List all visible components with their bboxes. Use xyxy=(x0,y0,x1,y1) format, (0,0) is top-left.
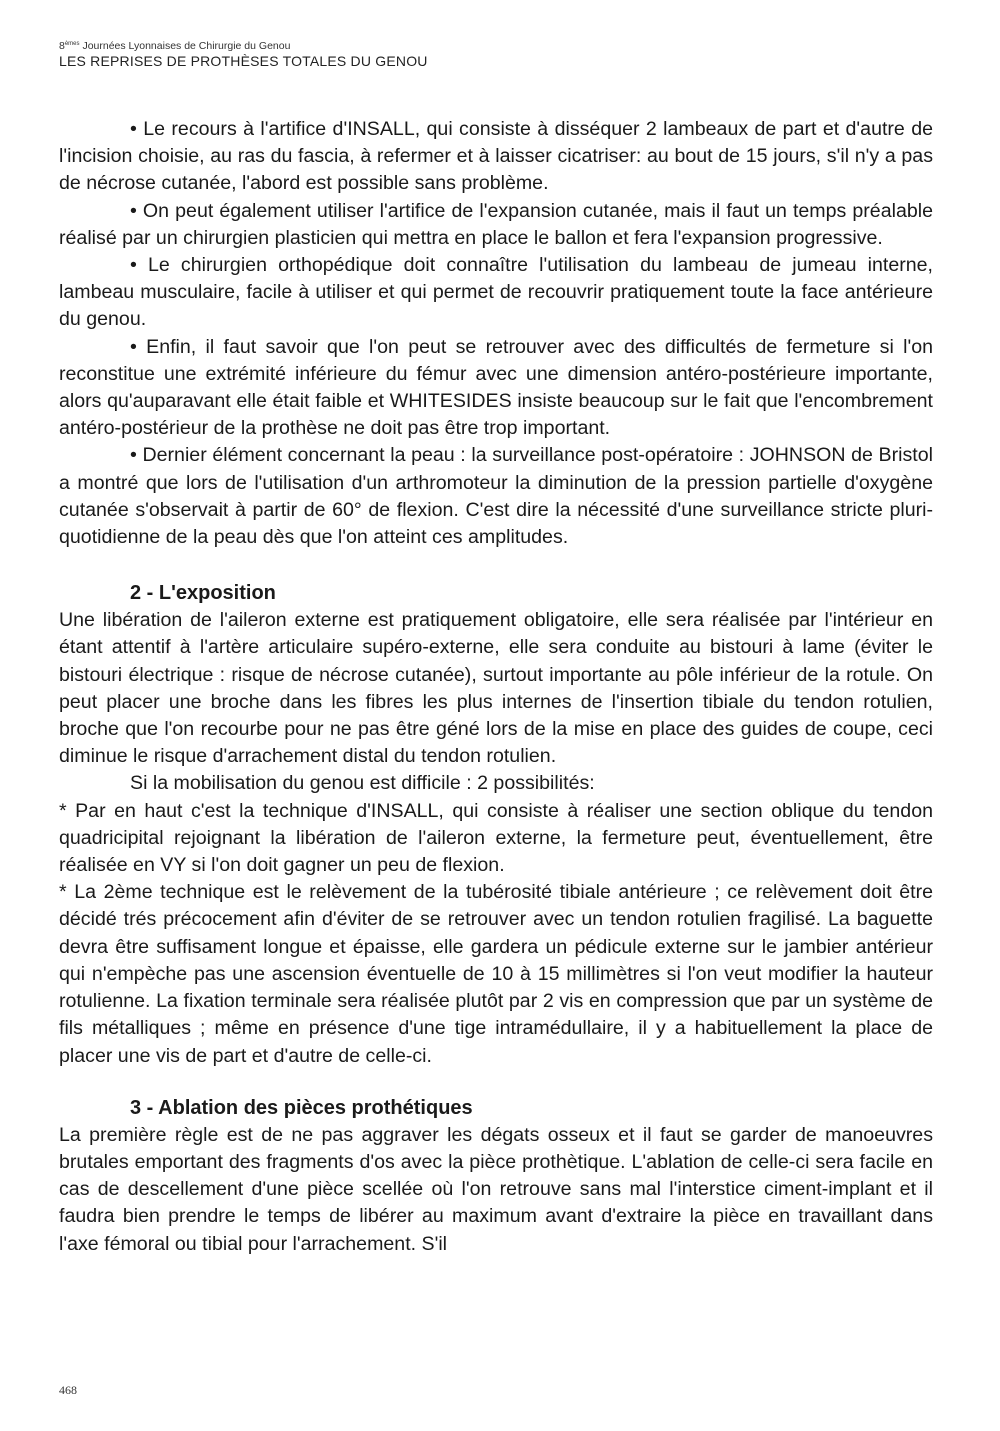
paragraph-releve-tta: * La 2ème technique est le relèvement de la tubérosité tibiale antérieure ; ce relèvement doit être décidé trés précocement afin d'éviter de se retrouver avec un tendon rotulien fragilisé. La baguette devra être suffisament longue et épaisse, elle gardera un pédicule externe sur le jambier antérieur qui n'empèche pas une ascension éventuelle de 10 à 15 millimètres si l'on veut modifier la hauteur rotulienne. La fixation terminale sera réalisée plutôt par 2 vis en compression que par un système de fils métalliques ; même en présence d'une tige intramédullaire, il y a habituellement la place de placer une vis de part et d'autre de celle-ci. xyxy=(59,881,933,1067)
paragraph-technique-insall: * Par en haut c'est la technique d'INSALL, qui consiste à réaliser une section oblique du tendon quadricipital rejoignant la libération de l'aileron externe, la fermeture peut, éventuellement, être réalisée en VY si l'on doit gagner un peu de flexion. xyxy=(59,799,933,877)
paragraph-ablation: La première règle est de ne pas aggraver les dégats osseux et il faut se garder de manoeuvres brutales emportant des fragments d'os avec la pièce prothètique. L'ablation de celle-ci sera facile en cas de descellement d'une pièce scellée où l'on retrouve sans mal l'interstice ciment-implant et il faudra bien prendre le temps de libérer au maximum avant d'extraire la pièce en travaillant dans l'axe fémoral ou tibial pour l'arrachement. S'il xyxy=(59,1123,933,1255)
bullet-paragraph-insall: • Le recours à l'artifice d'INSALL, qui consiste à disséquer 2 lambeaux de part et d'autre de l'incision choisie, au ras du fascia, à refermer et à laisser cicatriser: au bout de 15 jours, s'il n'y a pas de nécrose cutanée, l'abord est possible sans problème. xyxy=(59,118,933,195)
paragraph-liberation: Une libération de l'aileron externe est pratiquement obligatoire, elle sera réalisée par l'intérieur en étant attentif à l'artère articulaire supéro-externe, elle sera conduite au bistouri à lame (éviter le bistouri électrique : risque de nécrose cutanée), surtout importante au pôle inférieur de la rotule. On peut placer une broche dans les fibres les plus internes de l'insertion tibiale du tendon rotulien, broche que l'on recourbe pour ne pas être géné lors de la mise en place des guides de coupe, ceci diminue le risque d'arrachement distal du tendon rotulien. xyxy=(59,609,933,768)
paragraph-mobilisation: Si la mobilisation du genou est difficile : 2 possibilités: xyxy=(130,772,595,795)
bullet-paragraph-fermeture: • Enfin, il faut savoir que l'on peut se retrouver avec des difficultés de fermeture si l'on reconstitue une extrémité inférieure du fémur avec une dimension antéro-postérieure importante, alors qu'auparavant elle était faible et WHITESIDES insiste beaucoup sur le fait que l'encombrement antéro-postérieur de la prothèse ne doit pas être trop important. xyxy=(59,335,933,440)
conference-line xyxy=(59,38,959,53)
section-heading-ablation: 3 - Ablation des pièces prothétiques xyxy=(130,1096,473,1119)
running-header xyxy=(59,38,959,70)
conference-ordinal: 8 xyxy=(59,40,65,52)
book-title: LES REPRISES DE PROTHÈSES TOTALES DU GENOU xyxy=(59,53,428,69)
conference-name: Journées Lyonnaises de Chirurgie du Genou xyxy=(82,40,291,52)
bullet-paragraph-lambeau: • Le chirurgien orthopédique doit connaître l'utilisation du lambeau de jumeau interne, lambeau musculaire, facile à utiliser et qui permet de recouvrir pratiquement toute la face antérieure du genou. xyxy=(59,254,933,331)
page-number: 468 xyxy=(59,1383,77,1397)
bullet-paragraph-surveillance: • Dernier élément concernant la peau : la surveillance post-opératoire : JOHNSON de Bristol a montré que lors de l'utilisation d'un arthromoteur la diminution de la pression partielle d'oxygène cutanée s'observait à partir de 60° de flexion. C'est dire la nécessité d'une surveillance stricte pluri-quotidienne de la peau dès que l'on atteint ces amplitudes. xyxy=(59,444,933,549)
conference-ordinal-suffix: èmes xyxy=(64,41,80,47)
bullet-paragraph-expansion: • On peut également utiliser l'artifice de l'expansion cutanée, mais il faut un temps préalable réalisé par un chirurgien plasticien qui mettra en place le ballon et fera l'expansion progressive. xyxy=(59,199,933,249)
body-text xyxy=(59,116,933,1258)
section-heading-exposition: 2 - L'exposition xyxy=(130,582,276,605)
